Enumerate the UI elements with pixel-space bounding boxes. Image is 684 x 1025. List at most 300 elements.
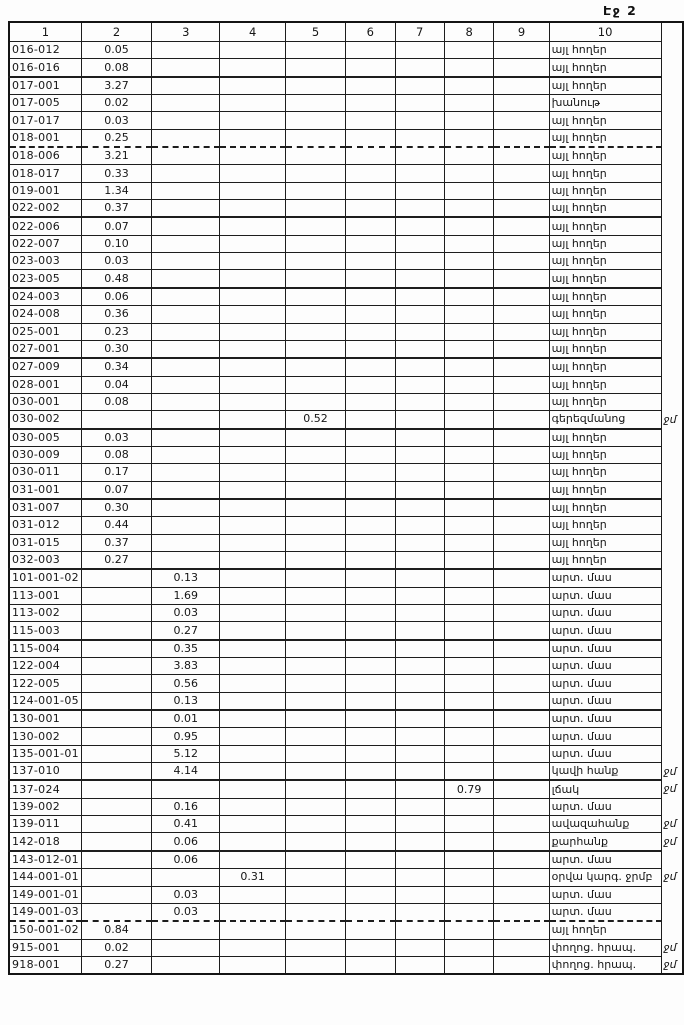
empty-cell — [395, 306, 444, 323]
margin-spacer — [661, 798, 683, 815]
area-value: 0.27 — [152, 622, 220, 640]
empty-cell — [285, 112, 345, 129]
land-use-label: արտ. մաս — [549, 728, 661, 745]
table-row — [9, 217, 683, 235]
area-value: 0.03 — [152, 886, 220, 903]
empty-cell — [494, 745, 549, 762]
empty-cell — [81, 710, 151, 728]
area-value: 0.03 — [81, 429, 151, 447]
empty-cell — [285, 42, 345, 59]
land-use-label: այլ հողեր — [549, 534, 661, 551]
area-value: 0.48 — [81, 270, 151, 288]
margin-spacer — [661, 446, 683, 463]
parcel-code: 149-001-03 — [9, 903, 81, 921]
margin-spacer — [661, 165, 683, 182]
empty-cell — [395, 200, 444, 218]
empty-cell — [285, 833, 345, 851]
margin-spacer — [661, 640, 683, 658]
empty-cell — [395, 376, 444, 393]
empty-cell — [285, 816, 345, 833]
empty-cell — [346, 587, 395, 604]
empty-cell — [444, 886, 494, 903]
empty-cell — [220, 340, 285, 358]
empty-cell — [152, 939, 220, 956]
parcel-code: 030-002 — [9, 411, 81, 429]
empty-cell — [444, 517, 494, 534]
land-use-label: այլ հողեր — [549, 165, 661, 182]
empty-cell — [346, 886, 395, 903]
empty-cell — [494, 481, 549, 499]
empty-cell — [220, 745, 285, 762]
empty-cell — [346, 464, 395, 481]
margin-spacer — [661, 517, 683, 534]
empty-cell — [395, 411, 444, 429]
empty-cell — [152, 921, 220, 939]
parcel-code: 027-001 — [9, 340, 81, 358]
empty-cell — [285, 253, 345, 270]
empty-cell — [220, 956, 285, 974]
land-use-label: այլ հողեր — [549, 376, 661, 393]
empty-cell — [220, 235, 285, 252]
empty-cell — [285, 95, 345, 112]
empty-cell — [220, 886, 285, 903]
table-row — [9, 376, 683, 393]
empty-cell — [395, 869, 444, 886]
empty-cell — [220, 288, 285, 306]
empty-cell — [220, 77, 285, 95]
table-row — [9, 306, 683, 323]
column-header-8: 8 — [444, 22, 494, 42]
empty-cell — [444, 481, 494, 499]
empty-cell — [444, 77, 494, 95]
empty-cell — [220, 569, 285, 587]
handwritten-margin-note: ջմ — [663, 834, 677, 848]
area-value: 1.69 — [152, 587, 220, 604]
table-row — [9, 851, 683, 869]
table-row — [9, 622, 683, 640]
empty-cell — [494, 534, 549, 551]
empty-cell — [346, 798, 395, 815]
parcel-code: 016-016 — [9, 59, 81, 77]
area-value: 0.06 — [81, 288, 151, 306]
empty-cell — [395, 59, 444, 77]
empty-cell — [220, 464, 285, 481]
empty-cell — [494, 710, 549, 728]
empty-cell — [152, 95, 220, 112]
area-value: 0.27 — [81, 956, 151, 974]
empty-cell — [395, 340, 444, 358]
empty-cell — [395, 464, 444, 481]
land-use-label: փողոց. հրապ. — [549, 939, 661, 956]
table-row — [9, 517, 683, 534]
empty-cell — [346, 77, 395, 95]
empty-cell — [444, 692, 494, 710]
empty-cell — [494, 921, 549, 939]
land-use-label: այլ հողեր — [549, 464, 661, 481]
empty-cell — [81, 605, 151, 622]
margin-spacer — [661, 692, 683, 710]
empty-cell — [285, 798, 345, 815]
table-row — [9, 710, 683, 728]
area-value: 0.95 — [152, 728, 220, 745]
empty-cell — [494, 886, 549, 903]
land-use-label: այլ հողեր — [549, 253, 661, 270]
empty-cell — [346, 921, 395, 939]
table-row — [9, 728, 683, 745]
margin-spacer — [661, 112, 683, 129]
parcel-code: 030-009 — [9, 446, 81, 463]
parcel-code: 022-002 — [9, 200, 81, 218]
empty-cell — [395, 903, 444, 921]
empty-cell — [152, 869, 220, 886]
table-row — [9, 605, 683, 622]
column-header-9: 9 — [494, 22, 549, 42]
empty-cell — [395, 745, 444, 762]
area-value: 0.37 — [81, 534, 151, 551]
empty-cell — [395, 939, 444, 956]
empty-cell — [81, 675, 151, 692]
area-value: 3.21 — [81, 147, 151, 165]
empty-cell — [346, 903, 395, 921]
empty-cell — [220, 798, 285, 815]
empty-cell — [346, 569, 395, 587]
area-value: 0.04 — [81, 376, 151, 393]
land-use-label: այլ հողեր — [549, 77, 661, 95]
land-use-label: այլ հողեր — [549, 129, 661, 147]
empty-cell — [285, 147, 345, 165]
empty-cell — [494, 569, 549, 587]
empty-cell — [220, 939, 285, 956]
empty-cell — [285, 499, 345, 517]
margin-spacer — [661, 288, 683, 306]
empty-cell — [220, 429, 285, 447]
land-use-label: այլ հողեր — [549, 288, 661, 306]
table-row — [9, 903, 683, 921]
parcel-code: 018-001 — [9, 129, 81, 147]
empty-cell — [395, 253, 444, 270]
empty-cell — [220, 551, 285, 569]
empty-cell — [152, 42, 220, 59]
parcel-code: 031-015 — [9, 534, 81, 551]
empty-cell — [444, 429, 494, 447]
parcel-code: 137-024 — [9, 780, 81, 798]
land-use-label: կավի հանք — [549, 763, 661, 781]
area-value: 0.03 — [152, 903, 220, 921]
empty-cell — [220, 446, 285, 463]
empty-cell — [152, 411, 220, 429]
empty-cell — [220, 200, 285, 218]
empty-cell — [346, 517, 395, 534]
empty-cell — [220, 217, 285, 235]
parcel-code: 113-001 — [9, 587, 81, 604]
parcel-code: 031-001 — [9, 481, 81, 499]
empty-cell — [285, 886, 345, 903]
margin-spacer — [661, 481, 683, 499]
land-use-label: արտ. մաս — [549, 587, 661, 604]
empty-cell — [285, 675, 345, 692]
empty-cell — [152, 340, 220, 358]
empty-cell — [220, 112, 285, 129]
empty-cell — [285, 340, 345, 358]
empty-cell — [285, 710, 345, 728]
empty-cell — [444, 622, 494, 640]
empty-cell — [395, 129, 444, 147]
empty-cell — [285, 956, 345, 974]
land-use-label: այլ հողեր — [549, 235, 661, 252]
land-use-label: այլ հողեր — [549, 499, 661, 517]
area-value: 0.36 — [81, 306, 151, 323]
empty-cell — [220, 605, 285, 622]
table-row — [9, 481, 683, 499]
land-use-label: արտ. մաս — [549, 622, 661, 640]
empty-cell — [346, 869, 395, 886]
empty-cell — [346, 288, 395, 306]
empty-cell — [444, 499, 494, 517]
area-value: 0.13 — [152, 569, 220, 587]
empty-cell — [81, 816, 151, 833]
empty-cell — [444, 165, 494, 182]
table-row — [9, 658, 683, 675]
empty-cell — [395, 217, 444, 235]
empty-cell — [220, 675, 285, 692]
empty-cell — [152, 358, 220, 376]
table-row — [9, 675, 683, 692]
empty-cell — [346, 182, 395, 199]
empty-cell — [395, 798, 444, 815]
empty-cell — [346, 323, 395, 340]
empty-cell — [494, 411, 549, 429]
parcel-code: 122-005 — [9, 675, 81, 692]
empty-cell — [494, 763, 549, 781]
empty-cell — [395, 640, 444, 658]
empty-cell — [285, 517, 345, 534]
empty-cell — [220, 253, 285, 270]
empty-cell — [444, 42, 494, 59]
empty-cell — [346, 340, 395, 358]
table-row — [9, 886, 683, 903]
empty-cell — [220, 306, 285, 323]
empty-cell — [152, 253, 220, 270]
empty-cell — [444, 393, 494, 410]
empty-cell — [220, 376, 285, 393]
area-value: 0.03 — [152, 605, 220, 622]
empty-cell — [81, 569, 151, 587]
empty-cell — [444, 200, 494, 218]
parcel-code: 150-001-02 — [9, 921, 81, 939]
parcel-code: 024-003 — [9, 288, 81, 306]
parcel-code: 024-008 — [9, 306, 81, 323]
empty-cell — [346, 429, 395, 447]
empty-cell — [346, 763, 395, 781]
empty-cell — [494, 464, 549, 481]
empty-cell — [152, 446, 220, 463]
land-use-label: այլ հողեր — [549, 429, 661, 447]
table-row — [9, 393, 683, 410]
empty-cell — [444, 921, 494, 939]
table-row — [9, 200, 683, 218]
column-header-1: 1 — [9, 22, 81, 42]
empty-cell — [444, 147, 494, 165]
margin-spacer — [661, 587, 683, 604]
empty-cell — [395, 763, 444, 781]
empty-cell — [346, 411, 395, 429]
margin-spacer — [661, 253, 683, 270]
empty-cell — [346, 235, 395, 252]
land-use-label: լճակ — [549, 780, 661, 798]
empty-cell — [285, 622, 345, 640]
table-row — [9, 534, 683, 551]
empty-cell — [81, 851, 151, 869]
empty-cell — [152, 147, 220, 165]
empty-cell — [395, 270, 444, 288]
empty-cell — [285, 446, 345, 463]
handwritten-margin-note: ջմ — [663, 764, 677, 778]
margin-spacer — [661, 499, 683, 517]
empty-cell — [395, 165, 444, 182]
empty-cell — [444, 534, 494, 551]
empty-cell — [494, 270, 549, 288]
empty-cell — [285, 59, 345, 77]
empty-cell — [152, 499, 220, 517]
empty-cell — [152, 551, 220, 569]
empty-cell — [152, 129, 220, 147]
land-use-label: արտ. մաս — [549, 675, 661, 692]
parcel-code: 023-003 — [9, 253, 81, 270]
margin-spacer — [661, 59, 683, 77]
empty-cell — [220, 833, 285, 851]
empty-cell — [81, 780, 151, 798]
empty-cell — [395, 675, 444, 692]
area-value: 0.27 — [81, 551, 151, 569]
empty-cell — [346, 658, 395, 675]
empty-cell — [346, 270, 395, 288]
land-use-label: արտ. մաս — [549, 569, 661, 587]
margin-spacer — [661, 235, 683, 252]
empty-cell — [81, 745, 151, 762]
empty-cell — [220, 411, 285, 429]
column-header-10: 10 — [549, 22, 661, 42]
land-use-label: փողոց. հրապ. — [549, 956, 661, 974]
area-value: 0.10 — [81, 235, 151, 252]
empty-cell — [395, 551, 444, 569]
land-use-label: այլ հողեր — [549, 59, 661, 77]
land-use-label: այլ հողեր — [549, 147, 661, 165]
parcel-code: 028-001 — [9, 376, 81, 393]
land-use-label: արտ. մաս — [549, 851, 661, 869]
empty-cell — [494, 851, 549, 869]
empty-cell — [444, 939, 494, 956]
land-use-label: օրվա կարգ. ջրմբ — [549, 869, 661, 886]
empty-cell — [220, 323, 285, 340]
empty-cell — [285, 763, 345, 781]
empty-cell — [285, 306, 345, 323]
empty-cell — [444, 306, 494, 323]
parcel-code: 023-005 — [9, 270, 81, 288]
empty-cell — [285, 376, 345, 393]
parcel-code: 137-010 — [9, 763, 81, 781]
land-use-label: այլ հողեր — [549, 217, 661, 235]
empty-cell — [285, 323, 345, 340]
land-use-label: արտ. մաս — [549, 658, 661, 675]
table-row — [9, 288, 683, 306]
empty-cell — [285, 851, 345, 869]
parcel-code: 030-005 — [9, 429, 81, 447]
land-parcel-table — [8, 21, 684, 975]
empty-cell — [220, 780, 285, 798]
empty-cell — [444, 728, 494, 745]
empty-cell — [395, 393, 444, 410]
table-row — [9, 798, 683, 815]
empty-cell — [494, 956, 549, 974]
empty-cell — [285, 165, 345, 182]
empty-cell — [494, 869, 549, 886]
area-value: 0.30 — [81, 499, 151, 517]
empty-cell — [220, 692, 285, 710]
land-use-label: այլ հողեր — [549, 270, 661, 288]
empty-cell — [285, 745, 345, 762]
parcel-code: 031-007 — [9, 499, 81, 517]
empty-cell — [220, 658, 285, 675]
empty-cell — [152, 200, 220, 218]
land-use-label: այլ հողեր — [549, 306, 661, 323]
empty-cell — [346, 306, 395, 323]
empty-cell — [444, 640, 494, 658]
empty-cell — [395, 446, 444, 463]
empty-cell — [494, 182, 549, 199]
empty-cell — [494, 358, 549, 376]
area-value: 0.31 — [220, 869, 285, 886]
empty-cell — [220, 129, 285, 147]
empty-cell — [346, 358, 395, 376]
empty-cell — [494, 42, 549, 59]
empty-cell — [395, 780, 444, 798]
empty-cell — [152, 376, 220, 393]
table-row — [9, 95, 683, 112]
empty-cell — [444, 903, 494, 921]
margin-spacer — [661, 182, 683, 199]
empty-cell — [494, 622, 549, 640]
land-use-label: ավազահանք — [549, 816, 661, 833]
empty-cell — [152, 59, 220, 77]
empty-cell — [395, 147, 444, 165]
empty-cell — [494, 59, 549, 77]
empty-cell — [285, 728, 345, 745]
empty-cell — [346, 95, 395, 112]
empty-cell — [346, 217, 395, 235]
empty-cell — [346, 129, 395, 147]
empty-cell — [346, 692, 395, 710]
table-row — [9, 235, 683, 252]
empty-cell — [395, 569, 444, 587]
area-value: 0.41 — [152, 816, 220, 833]
area-value: 0.33 — [81, 165, 151, 182]
empty-cell — [81, 640, 151, 658]
parcel-code: 018-006 — [9, 147, 81, 165]
empty-cell — [444, 217, 494, 235]
margin-spacer — [661, 622, 683, 640]
empty-cell — [152, 429, 220, 447]
empty-cell — [494, 587, 549, 604]
margin-spacer — [661, 95, 683, 112]
empty-cell — [444, 411, 494, 429]
table-row — [9, 358, 683, 376]
area-value: 0.01 — [152, 710, 220, 728]
empty-cell — [494, 939, 549, 956]
empty-cell — [444, 270, 494, 288]
parcel-code: 124-001-05 — [9, 692, 81, 710]
margin-spacer — [661, 728, 683, 745]
margin-spacer — [661, 270, 683, 288]
